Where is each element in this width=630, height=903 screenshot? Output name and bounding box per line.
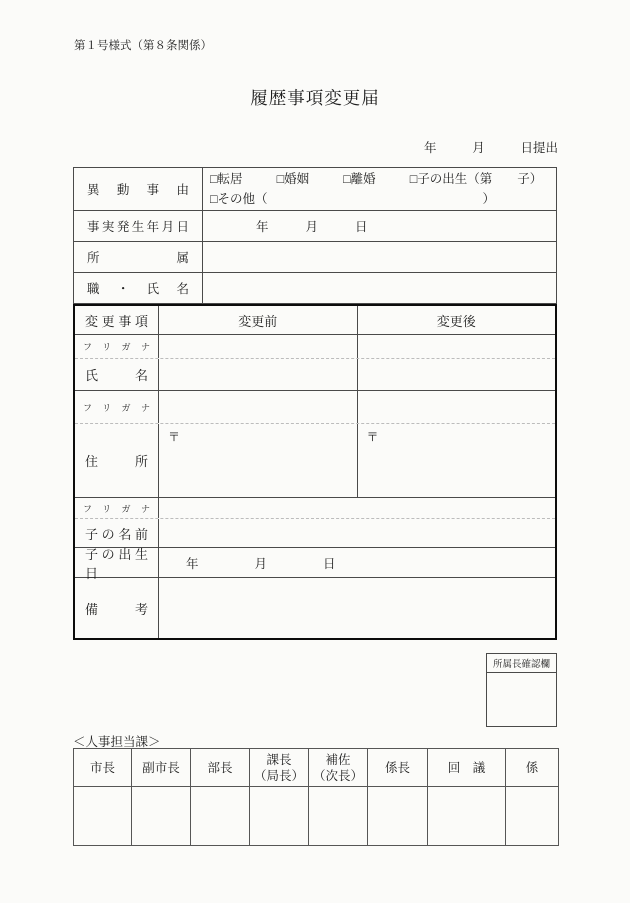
address-furigana-label: フリガナ [83, 402, 150, 413]
postal-mark-before: 〒 [168, 430, 181, 444]
name-label-cell [75, 359, 159, 390]
affiliation-value-cell [203, 242, 556, 272]
other-close-paren: ） [482, 192, 495, 206]
supervisor-box-title: 所属長確認欄 [487, 654, 556, 673]
address-label: 住所 [85, 454, 148, 469]
child-birth-month-label: 月 [254, 556, 268, 571]
position-name-label: 職・氏名 [87, 282, 189, 296]
submit-day-label: 日提出 [520, 141, 558, 155]
approval-col-department-head [191, 749, 250, 786]
approval-col-assistant [309, 749, 368, 786]
affiliation-row [74, 241, 556, 272]
approval-stamp-cell [132, 787, 191, 845]
change-item-header: 変更事項 [85, 313, 148, 329]
reason-options-line2 [210, 189, 556, 209]
fact-date-value-cell [203, 211, 556, 241]
child-birth-value-cell [159, 548, 555, 577]
child-furigana-row [75, 497, 555, 518]
approval-col-deputy-mayor [132, 749, 191, 786]
address-furigana-row [75, 390, 555, 423]
child-birth-label-cell [75, 546, 159, 581]
reason-row [74, 168, 556, 210]
reason-options-line1 [210, 169, 556, 189]
name-furigana-label: フリガナ [83, 342, 150, 352]
approval-col-label: 係長 [384, 760, 410, 775]
approval-col-sublabel: （局長） [253, 768, 304, 783]
name-furigana-after-cell [358, 335, 556, 358]
name-furigana-row [75, 334, 555, 358]
after-header-cell [358, 306, 556, 334]
name-before-cell [159, 359, 358, 390]
reason-label: 異動事由 [87, 183, 189, 197]
approval-table [73, 748, 559, 846]
name-furigana-before-cell [159, 335, 358, 358]
name-furigana-label-cell [75, 335, 159, 358]
child-birth-row [75, 546, 555, 581]
approval-col-label: 補佐 [325, 752, 351, 767]
child-name-value-cell [159, 519, 555, 547]
fact-date-row [74, 210, 556, 241]
approval-col-section-chief [250, 749, 309, 786]
position-name-value-cell [203, 273, 556, 303]
fact-day-label: 日 [355, 220, 368, 234]
address-furigana-label-cell [75, 391, 159, 423]
after-header: 変更後 [436, 313, 476, 329]
info-table [73, 167, 557, 304]
address-before-cell [159, 424, 358, 497]
approval-col-label: 市長 [89, 760, 115, 775]
child-name-label: 子の名前 [85, 526, 148, 542]
before-header-cell [159, 306, 358, 334]
checkbox-marriage: □婚姻 [276, 172, 310, 186]
remarks-label-cell [75, 578, 159, 638]
approval-stamp-cell [250, 787, 309, 845]
position-name-label-cell [74, 273, 203, 303]
fact-date-label-cell [74, 211, 203, 241]
address-row [75, 423, 555, 497]
child-furigana-label: フリガナ [83, 503, 150, 514]
approval-stamp-cell [506, 787, 558, 845]
approval-stamp-cell [428, 787, 506, 845]
postal-mark-after: 〒 [366, 430, 379, 444]
address-furigana-after-cell [358, 391, 556, 423]
fact-year-label: 年 [256, 220, 269, 234]
submit-date-line [424, 138, 558, 156]
name-row [75, 358, 555, 390]
child-birth-label: 子の出生日 [85, 546, 148, 581]
child-furigana-label-cell [75, 498, 159, 518]
hr-section-title: ＜人事担当課＞ [73, 735, 161, 749]
approval-stamp-cell [309, 787, 368, 845]
address-after-cell [358, 424, 556, 497]
approval-col-staff [506, 749, 558, 786]
approval-stamp-row [74, 787, 558, 845]
submit-year-label: 年 [424, 141, 437, 155]
remarks-row [75, 577, 555, 638]
address-furigana-before-cell [159, 391, 358, 423]
position-name-row [74, 272, 556, 303]
address-label-cell [75, 424, 159, 497]
child-birth-year-label: 年 [186, 556, 199, 571]
approval-col-label: 係 [525, 760, 539, 775]
approval-stamp-cell [74, 787, 132, 845]
approval-col-label: 副市長 [142, 760, 180, 775]
submit-month-label: 月 [472, 141, 485, 155]
checkbox-relocation: □転居 [210, 172, 243, 186]
reason-options-cell [203, 168, 556, 210]
affiliation-label: 所属 [87, 251, 189, 265]
affiliation-label-cell [74, 242, 203, 272]
checkbox-divorce: □離婚 [343, 172, 376, 186]
page-title: 履歴事項変更届 [250, 88, 380, 108]
checkbox-childbirth: □子の出生（第 子） [409, 172, 543, 186]
fact-month-label: 月 [305, 220, 319, 234]
approval-stamp-cell [191, 787, 250, 845]
child-birth-day-label: 日 [323, 556, 336, 571]
approval-col-circulation [428, 749, 506, 786]
approval-col-chief-clerk [368, 749, 428, 786]
remarks-label: 備考 [85, 601, 148, 617]
approval-col-sublabel: （次長） [312, 768, 363, 783]
approval-header-row [74, 749, 558, 787]
change-header-row [75, 306, 555, 334]
approval-col-label: 部長 [207, 760, 233, 775]
name-label: 氏名 [85, 368, 148, 383]
remarks-value-cell [159, 578, 555, 638]
reason-label-cell [74, 168, 203, 210]
supervisor-confirmation-box [486, 653, 557, 727]
checkbox-other: □その他（ [210, 192, 268, 206]
change-table [73, 304, 557, 640]
name-after-cell [358, 359, 556, 390]
fact-date-label: 事実発生年月日 [87, 220, 189, 234]
before-header: 変更前 [238, 313, 278, 329]
approval-col-label: 課長 [266, 752, 292, 767]
form-code: 第１号様式（第８条関係） [74, 40, 212, 52]
approval-stamp-cell [368, 787, 428, 845]
change-item-header-cell [75, 306, 159, 334]
child-furigana-value-cell [159, 498, 555, 518]
approval-col-label: 回 議 [447, 760, 486, 775]
approval-col-mayor [74, 749, 132, 786]
